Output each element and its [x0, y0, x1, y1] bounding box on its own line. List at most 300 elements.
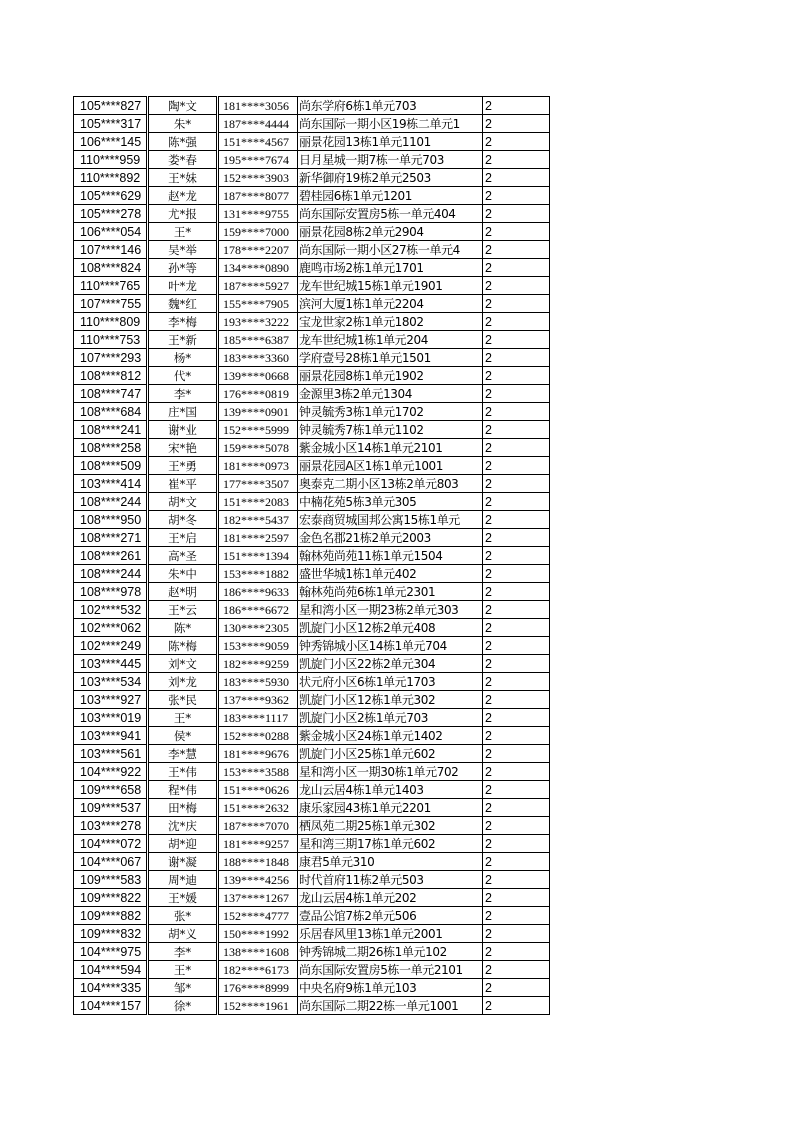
table-row [74, 133, 550, 151]
id-number-cell: 110****753 [74, 331, 148, 349]
phone-cell: 159****7000 [218, 223, 298, 241]
table-row [74, 997, 550, 1015]
name-cell: 刘*文 [148, 655, 218, 673]
name-cell: 朱*中 [148, 565, 218, 583]
name-cell: 王*启 [148, 529, 218, 547]
count-cell: 2 [483, 601, 550, 619]
count-cell: 2 [483, 727, 550, 745]
table-row [74, 781, 550, 799]
phone-cell: 181****3056 [218, 97, 298, 115]
name-cell: 邹* [148, 979, 218, 997]
phone-cell: 182****9259 [218, 655, 298, 673]
address-cell: 奥泰克二期小区13栋2单元803 [298, 475, 483, 493]
id-number-cell: 108****244 [74, 565, 148, 583]
count-cell: 2 [483, 781, 550, 799]
id-number-cell: 110****959 [74, 151, 148, 169]
phone-cell: 139****0668 [218, 367, 298, 385]
table-row [74, 547, 550, 565]
phone-cell: 181****2597 [218, 529, 298, 547]
table-row [74, 493, 550, 511]
phone-cell: 183****3360 [218, 349, 298, 367]
table-row [74, 331, 550, 349]
count-cell: 2 [483, 403, 550, 421]
table-row [74, 655, 550, 673]
table-row [74, 871, 550, 889]
table-row [74, 313, 550, 331]
id-number-cell: 110****765 [74, 277, 148, 295]
address-cell: 宏泰商贸城国邦公寓15栋1单元 [298, 511, 483, 529]
name-cell: 谢*凝 [148, 853, 218, 871]
name-cell: 陈*梅 [148, 637, 218, 655]
count-cell: 2 [483, 439, 550, 457]
phone-cell: 159****5078 [218, 439, 298, 457]
table-row [74, 205, 550, 223]
id-number-cell: 109****658 [74, 781, 148, 799]
id-number-cell: 107****755 [74, 295, 148, 313]
name-cell: 张*民 [148, 691, 218, 709]
table-row [74, 817, 550, 835]
count-cell: 2 [483, 637, 550, 655]
table-row [74, 799, 550, 817]
name-cell: 高*圣 [148, 547, 218, 565]
count-cell: 2 [483, 763, 550, 781]
count-cell: 2 [483, 385, 550, 403]
address-cell: 凯旋门小区25栋1单元602 [298, 745, 483, 763]
id-number-cell: 106****145 [74, 133, 148, 151]
address-cell: 康乐家园43栋1单元2201 [298, 799, 483, 817]
id-number-cell: 105****827 [74, 97, 148, 115]
phone-cell: 153****3588 [218, 763, 298, 781]
phone-cell: 187****5927 [218, 277, 298, 295]
address-cell: 龙山云居4栋1单元1403 [298, 781, 483, 799]
address-cell: 紫金城小区24栋1单元1402 [298, 727, 483, 745]
id-number-cell: 108****747 [74, 385, 148, 403]
count-cell: 2 [483, 547, 550, 565]
id-number-cell: 106****054 [74, 223, 148, 241]
id-number-cell: 103****927 [74, 691, 148, 709]
name-cell: 侯* [148, 727, 218, 745]
count-cell: 2 [483, 511, 550, 529]
count-cell: 2 [483, 331, 550, 349]
table-row [74, 403, 550, 421]
id-number-cell: 108****509 [74, 457, 148, 475]
name-cell: 胡*迎 [148, 835, 218, 853]
phone-cell: 151****2083 [218, 493, 298, 511]
phone-cell: 137****1267 [218, 889, 298, 907]
address-cell: 栖凤苑二期25栋1单元302 [298, 817, 483, 835]
id-number-cell: 108****978 [74, 583, 148, 601]
name-cell: 孙*等 [148, 259, 218, 277]
name-cell: 庄*国 [148, 403, 218, 421]
phone-cell: 152****5999 [218, 421, 298, 439]
address-cell: 丽景花园A区1栋1单元1001 [298, 457, 483, 475]
id-number-cell: 103****019 [74, 709, 148, 727]
table-row [74, 295, 550, 313]
phone-cell: 151****4567 [218, 133, 298, 151]
address-cell: 星和湾小区一期23栋2单元303 [298, 601, 483, 619]
name-cell: 赵*龙 [148, 187, 218, 205]
phone-cell: 176****0819 [218, 385, 298, 403]
id-number-cell: 107****293 [74, 349, 148, 367]
count-cell: 2 [483, 133, 550, 151]
name-cell: 王*媛 [148, 889, 218, 907]
phone-cell: 153****9059 [218, 637, 298, 655]
table-row [74, 349, 550, 367]
address-cell: 凯旋门小区2栋1单元703 [298, 709, 483, 727]
id-number-cell: 108****244 [74, 493, 148, 511]
id-number-cell: 110****809 [74, 313, 148, 331]
phone-cell: 131****9755 [218, 205, 298, 223]
id-number-cell: 103****414 [74, 475, 148, 493]
id-number-cell: 105****317 [74, 115, 148, 133]
table-row [74, 385, 550, 403]
name-cell: 李*慧 [148, 745, 218, 763]
count-cell: 2 [483, 457, 550, 475]
count-cell: 2 [483, 655, 550, 673]
id-number-cell: 108****824 [74, 259, 148, 277]
count-cell: 2 [483, 565, 550, 583]
address-cell: 翰林苑尚苑11栋1单元1504 [298, 547, 483, 565]
id-number-cell: 104****335 [74, 979, 148, 997]
id-number-cell: 102****532 [74, 601, 148, 619]
id-number-cell: 102****062 [74, 619, 148, 637]
id-number-cell: 103****561 [74, 745, 148, 763]
address-cell: 钟灵毓秀3栋1单元1702 [298, 403, 483, 421]
phone-cell: 193****3222 [218, 313, 298, 331]
name-cell: 程*伟 [148, 781, 218, 799]
count-cell: 2 [483, 223, 550, 241]
name-cell: 李* [148, 385, 218, 403]
id-number-cell: 104****594 [74, 961, 148, 979]
address-cell: 翰林苑尚苑6栋1单元2301 [298, 583, 483, 601]
id-number-cell: 105****278 [74, 205, 148, 223]
count-cell: 2 [483, 151, 550, 169]
phone-cell: 153****1882 [218, 565, 298, 583]
phone-cell: 195****7674 [218, 151, 298, 169]
phone-cell: 187****4444 [218, 115, 298, 133]
id-number-cell: 107****146 [74, 241, 148, 259]
id-number-cell: 104****067 [74, 853, 148, 871]
address-cell: 中央名府9栋1单元103 [298, 979, 483, 997]
address-cell: 丽景花园8栋2单元2904 [298, 223, 483, 241]
table-row [74, 601, 550, 619]
spreadsheet-page [73, 96, 550, 1015]
id-number-cell: 109****832 [74, 925, 148, 943]
table-row [74, 169, 550, 187]
count-cell: 2 [483, 799, 550, 817]
id-number-cell: 102****249 [74, 637, 148, 655]
name-cell: 谢*业 [148, 421, 218, 439]
count-cell: 2 [483, 835, 550, 853]
address-cell: 钟秀锦城小区14栋1单元704 [298, 637, 483, 655]
name-cell: 吴*举 [148, 241, 218, 259]
id-number-cell: 108****241 [74, 421, 148, 439]
address-cell: 时代首府11栋2单元503 [298, 871, 483, 889]
table-row [74, 475, 550, 493]
phone-cell: 182****5437 [218, 511, 298, 529]
id-number-cell: 103****534 [74, 673, 148, 691]
count-cell: 2 [483, 277, 550, 295]
id-number-cell: 108****261 [74, 547, 148, 565]
address-cell: 龙山云居4栋1单元202 [298, 889, 483, 907]
phone-cell: 151****0626 [218, 781, 298, 799]
name-cell: 王*新 [148, 331, 218, 349]
address-cell: 丽景花园13栋1单元1101 [298, 133, 483, 151]
address-cell: 钟秀锦城二期26栋1单元102 [298, 943, 483, 961]
phone-cell: 187****8077 [218, 187, 298, 205]
id-number-cell: 103****278 [74, 817, 148, 835]
id-number-cell: 110****892 [74, 169, 148, 187]
count-cell: 2 [483, 979, 550, 997]
phone-cell: 188****1848 [218, 853, 298, 871]
address-cell: 盛世华城1栋1单元402 [298, 565, 483, 583]
count-cell: 2 [483, 187, 550, 205]
table-row [74, 907, 550, 925]
table-row [74, 187, 550, 205]
phone-cell: 152****1961 [218, 997, 298, 1015]
id-number-cell: 104****157 [74, 997, 148, 1015]
table-row [74, 925, 550, 943]
phone-cell: 134****0890 [218, 259, 298, 277]
name-cell: 王*云 [148, 601, 218, 619]
name-cell: 杨* [148, 349, 218, 367]
table-row [74, 421, 550, 439]
name-cell: 刘*龙 [148, 673, 218, 691]
name-cell: 王* [148, 709, 218, 727]
count-cell: 2 [483, 529, 550, 547]
count-cell: 2 [483, 205, 550, 223]
count-cell: 2 [483, 169, 550, 187]
count-cell: 2 [483, 889, 550, 907]
count-cell: 2 [483, 745, 550, 763]
id-number-cell: 108****950 [74, 511, 148, 529]
phone-cell: 151****2632 [218, 799, 298, 817]
table-row [74, 763, 550, 781]
address-cell: 新华御府19栋2单元2503 [298, 169, 483, 187]
phone-cell: 182****6173 [218, 961, 298, 979]
count-cell: 2 [483, 853, 550, 871]
phone-cell: 137****9362 [218, 691, 298, 709]
count-cell: 2 [483, 673, 550, 691]
table-row [74, 241, 550, 259]
id-number-cell: 108****684 [74, 403, 148, 421]
id-number-cell: 109****822 [74, 889, 148, 907]
name-cell: 沈*庆 [148, 817, 218, 835]
id-number-cell: 108****271 [74, 529, 148, 547]
phone-cell: 155****7905 [218, 295, 298, 313]
name-cell: 李* [148, 943, 218, 961]
count-cell: 2 [483, 349, 550, 367]
table-row [74, 439, 550, 457]
name-cell: 娄*春 [148, 151, 218, 169]
count-cell: 2 [483, 709, 550, 727]
count-cell: 2 [483, 907, 550, 925]
phone-cell: 181****9676 [218, 745, 298, 763]
id-number-cell: 104****975 [74, 943, 148, 961]
id-number-cell: 103****445 [74, 655, 148, 673]
count-cell: 2 [483, 295, 550, 313]
id-number-cell: 109****537 [74, 799, 148, 817]
name-cell: 胡*义 [148, 925, 218, 943]
address-cell: 凯旋门小区12栋1单元302 [298, 691, 483, 709]
table-row [74, 637, 550, 655]
id-number-cell: 109****583 [74, 871, 148, 889]
address-cell: 宝龙世家2栋1单元1802 [298, 313, 483, 331]
name-cell: 徐* [148, 997, 218, 1015]
address-cell: 钟灵毓秀7栋1单元1102 [298, 421, 483, 439]
name-cell: 胡*文 [148, 493, 218, 511]
count-cell: 2 [483, 925, 550, 943]
table-row [74, 151, 550, 169]
name-cell: 田*梅 [148, 799, 218, 817]
table-row [74, 673, 550, 691]
address-cell: 鹿鸣市场2栋1单元1701 [298, 259, 483, 277]
name-cell: 崔*平 [148, 475, 218, 493]
count-cell: 2 [483, 115, 550, 133]
phone-cell: 151****1394 [218, 547, 298, 565]
address-cell: 金源里3栋2单元1304 [298, 385, 483, 403]
name-cell: 朱* [148, 115, 218, 133]
phone-cell: 139****4256 [218, 871, 298, 889]
name-cell: 周*迪 [148, 871, 218, 889]
table-row [74, 943, 550, 961]
table-row [74, 115, 550, 133]
phone-cell: 183****5930 [218, 673, 298, 691]
name-cell: 尤*报 [148, 205, 218, 223]
phone-cell: 185****6387 [218, 331, 298, 349]
name-cell: 陈*强 [148, 133, 218, 151]
address-cell: 康君5单元310 [298, 853, 483, 871]
table-row [74, 619, 550, 637]
address-cell: 尚东国际二期22栋一单元1001 [298, 997, 483, 1015]
name-cell: 叶*龙 [148, 277, 218, 295]
name-cell: 王*勇 [148, 457, 218, 475]
count-cell: 2 [483, 943, 550, 961]
id-number-cell: 103****941 [74, 727, 148, 745]
name-cell: 代* [148, 367, 218, 385]
table-row [74, 529, 550, 547]
name-cell: 赵*明 [148, 583, 218, 601]
name-cell: 王* [148, 223, 218, 241]
name-cell: 张* [148, 907, 218, 925]
table-body [74, 97, 550, 1015]
table-row [74, 745, 550, 763]
address-cell: 龙车世纪城1栋1单元204 [298, 331, 483, 349]
name-cell: 李*梅 [148, 313, 218, 331]
address-cell: 中楠花苑5栋3单元305 [298, 493, 483, 511]
table-row [74, 583, 550, 601]
count-cell: 2 [483, 421, 550, 439]
count-cell: 2 [483, 691, 550, 709]
address-cell: 滨河大厦1栋1单元2204 [298, 295, 483, 313]
name-cell: 王* [148, 961, 218, 979]
address-cell: 丽景花园8栋1单元1902 [298, 367, 483, 385]
phone-cell: 187****7070 [218, 817, 298, 835]
table-row [74, 709, 550, 727]
id-number-cell: 108****812 [74, 367, 148, 385]
count-cell: 2 [483, 313, 550, 331]
address-cell: 状元府小区6栋1单元1703 [298, 673, 483, 691]
count-cell: 2 [483, 493, 550, 511]
address-cell: 学府壹号28栋1单元1501 [298, 349, 483, 367]
address-cell: 龙车世纪城15栋1单元1901 [298, 277, 483, 295]
id-number-cell: 104****922 [74, 763, 148, 781]
table-row [74, 835, 550, 853]
address-cell: 星和湾小区一期30栋1单元702 [298, 763, 483, 781]
address-cell: 碧桂园6栋1单元1201 [298, 187, 483, 205]
phone-cell: 183****1117 [218, 709, 298, 727]
address-cell: 尚东国际安置房5栋一单元404 [298, 205, 483, 223]
count-cell: 2 [483, 475, 550, 493]
address-cell: 尚东国际安置房5栋一单元2101 [298, 961, 483, 979]
table-row [74, 367, 550, 385]
address-cell: 尚东国际一期小区27栋一单元4 [298, 241, 483, 259]
name-cell: 宋*艳 [148, 439, 218, 457]
phone-cell: 138****1608 [218, 943, 298, 961]
phone-cell: 139****0901 [218, 403, 298, 421]
address-cell: 壹品公馆7栋2单元506 [298, 907, 483, 925]
phone-cell: 152****0288 [218, 727, 298, 745]
count-cell: 2 [483, 97, 550, 115]
phone-cell: 177****3507 [218, 475, 298, 493]
count-cell: 2 [483, 241, 550, 259]
table-row [74, 259, 550, 277]
table-row [74, 727, 550, 745]
table-row [74, 97, 550, 115]
address-cell: 尚东学府6栋1单元703 [298, 97, 483, 115]
address-cell: 金色名郡21栋2单元2003 [298, 529, 483, 547]
id-number-cell: 108****258 [74, 439, 148, 457]
address-cell: 日月星城一期7栋一单元703 [298, 151, 483, 169]
name-cell: 陈* [148, 619, 218, 637]
address-cell: 凯旋门小区12栋2单元408 [298, 619, 483, 637]
name-cell: 胡*冬 [148, 511, 218, 529]
residents-table [73, 96, 550, 1015]
phone-cell: 186****9633 [218, 583, 298, 601]
table-row [74, 889, 550, 907]
phone-cell: 181****9257 [218, 835, 298, 853]
count-cell: 2 [483, 583, 550, 601]
table-row [74, 511, 550, 529]
table-row [74, 223, 550, 241]
count-cell: 2 [483, 871, 550, 889]
phone-cell: 176****8999 [218, 979, 298, 997]
name-cell: 王*妹 [148, 169, 218, 187]
name-cell: 王*伟 [148, 763, 218, 781]
id-number-cell: 105****629 [74, 187, 148, 205]
name-cell: 陶*文 [148, 97, 218, 115]
address-cell: 乐居春风里13栋1单元2001 [298, 925, 483, 943]
count-cell: 2 [483, 961, 550, 979]
count-cell: 2 [483, 619, 550, 637]
phone-cell: 152****3903 [218, 169, 298, 187]
phone-cell: 181****0973 [218, 457, 298, 475]
phone-cell: 186****6672 [218, 601, 298, 619]
id-number-cell: 104****072 [74, 835, 148, 853]
address-cell: 凯旋门小区22栋2单元304 [298, 655, 483, 673]
name-cell: 魏*红 [148, 295, 218, 313]
address-cell: 尚东国际一期小区19栋二单元1 [298, 115, 483, 133]
table-row [74, 979, 550, 997]
table-row [74, 565, 550, 583]
count-cell: 2 [483, 817, 550, 835]
address-cell: 紫金城小区14栋1单元2101 [298, 439, 483, 457]
count-cell: 2 [483, 367, 550, 385]
table-row [74, 853, 550, 871]
address-cell: 星和湾三期17栋1单元602 [298, 835, 483, 853]
phone-cell: 150****1992 [218, 925, 298, 943]
table-row [74, 691, 550, 709]
